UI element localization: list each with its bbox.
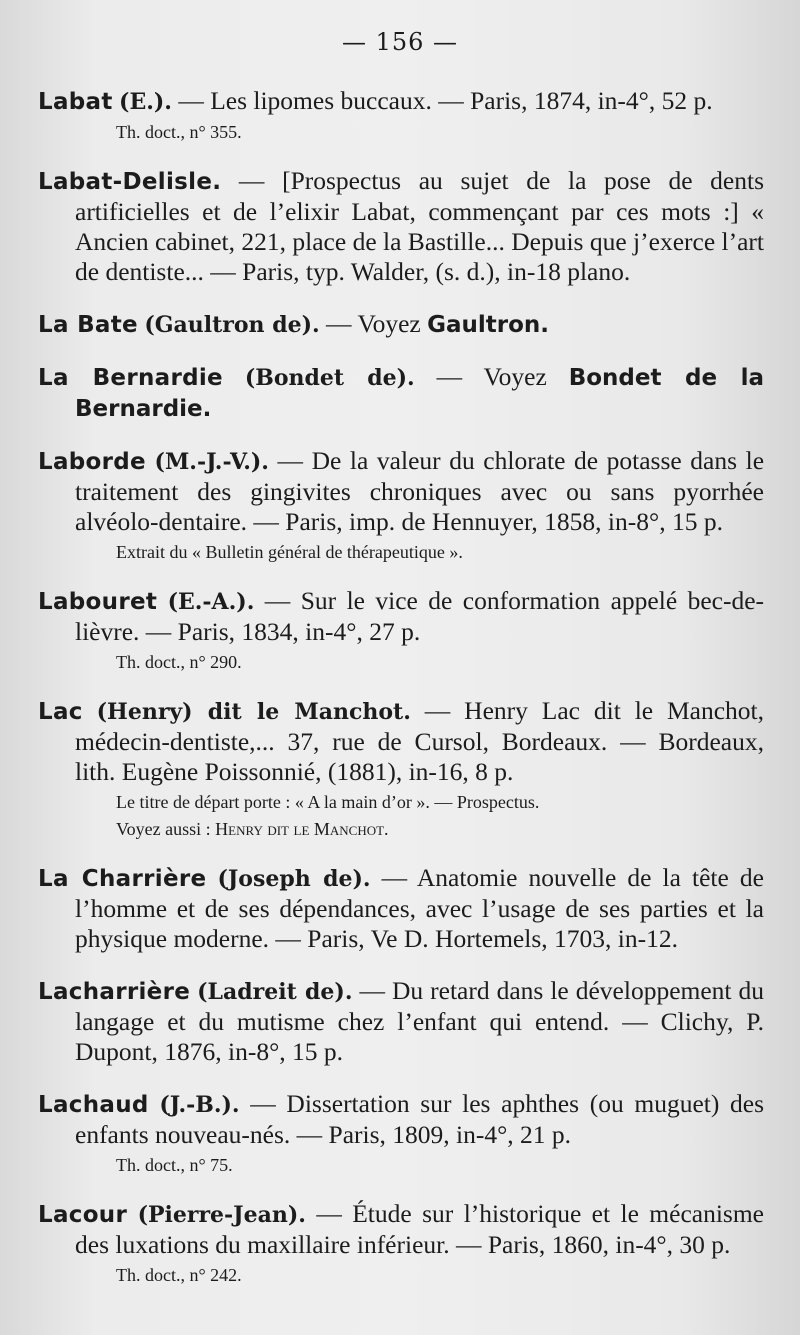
entry-body: — Sur le vice de conformation appelé bec-de-lièvre. — Paris, 1834, in-4°, 27 p. bbox=[75, 586, 765, 646]
entry-labat bbox=[38, 86, 764, 144]
entry-body: — De la valeur du chlorate de potasse dans le traitement des gingivites chroniques avec ou sans pyorrhée alvéolo-dentaire. — Paris, imp. de Hennuyer, 1858, in-8°, 15 p. bbox=[75, 446, 765, 536]
entry-text bbox=[38, 976, 764, 1067]
entry-cross-reference: Bondet de la Bernardie. bbox=[75, 365, 765, 422]
entry-body: — Dissertation sur les aphthes (ou muguet) des enfants nouveau-nés. — Paris, 1809, in-4°, 21 p. bbox=[75, 1089, 765, 1149]
entry-text bbox=[38, 166, 764, 287]
entry-text bbox=[38, 1089, 764, 1150]
entry-author: La Charrière bbox=[38, 866, 207, 892]
entry-note: Th. doct., n° 242. bbox=[116, 1265, 242, 1285]
entry-cross-reference: Gaultron. bbox=[427, 312, 550, 338]
page-number: — 156 — bbox=[341, 28, 459, 56]
entry-author: Lac bbox=[38, 699, 83, 725]
entry-qualifier: (Bondet de). bbox=[244, 365, 415, 391]
entry-body: — Henry Lac dit le Manchot, médecin-dentiste,... 37, rue de Cursol, Bordeaux. — Bordeaux, lith. Eugène Poissonnié, (1881), in-16, 8 p. bbox=[75, 696, 765, 786]
entry-labouret bbox=[38, 586, 764, 674]
entry-author: Labat bbox=[38, 89, 113, 115]
entry-la-charriere bbox=[38, 863, 764, 954]
entry-body: — Les lipomes buccaux. — Paris, 1874, in-4°, 52 p. bbox=[171, 86, 713, 115]
entry-text bbox=[38, 696, 764, 787]
entry-author: Labouret bbox=[38, 589, 158, 615]
entry-text bbox=[38, 362, 764, 424]
entry-lachaud bbox=[38, 1089, 764, 1177]
entry-author: Lacharrière bbox=[38, 979, 191, 1005]
entry-qualifier: (Gaultron de). bbox=[144, 312, 320, 338]
entry-qualifier: (Henry) dit le Manchot. bbox=[96, 699, 411, 725]
entry-author: Lacour bbox=[38, 1202, 128, 1228]
entry-body: — Étude sur l’historique et le mécanisme des luxations du maxillaire inférieur. — Paris, 1860, in-4°, 30 p. bbox=[75, 1199, 765, 1259]
entry-note: Th. doct., n° 290. bbox=[116, 652, 242, 672]
entry-note: Le titre de départ porte : « A la main d’or ». — Prospectus. bbox=[116, 792, 540, 812]
entry-body: — [Prospectus au sujet de la pose de dents artificielles et de l’elixir Labat, commençant par ces mots :] « Ancien cabinet, 221, place de la Bastille... Depuis que j’exerce l’art de dentiste... — Paris, typ. Walder, (s. d.), in-18 plano. bbox=[75, 166, 764, 286]
entry-text bbox=[38, 1199, 764, 1260]
entry-body: — Voyez bbox=[414, 362, 569, 391]
entry-text bbox=[38, 446, 764, 537]
entry-la-bernardie bbox=[38, 362, 764, 424]
entry-text bbox=[38, 586, 764, 647]
entry-note: Th. doct., n° 355. bbox=[116, 122, 242, 142]
entry-lacour bbox=[38, 1199, 764, 1287]
entry-qualifier: (Joseph de). bbox=[217, 866, 371, 892]
entry-qualifier: (E.). bbox=[119, 89, 172, 115]
entry-author: Labat-Delisle. bbox=[38, 169, 222, 195]
entry-text bbox=[38, 86, 764, 117]
entry-author: Lachaud bbox=[38, 1092, 149, 1118]
entry-see-also-note bbox=[116, 817, 764, 841]
entry-note: Th. doct., n° 75. bbox=[116, 1155, 233, 1175]
see-also-prefix: Voyez aussi : bbox=[116, 819, 216, 839]
entry-author: La Bernardie bbox=[38, 365, 223, 391]
entry-laborde bbox=[38, 446, 764, 564]
entry-lac bbox=[38, 696, 764, 841]
entry-body: — Anatomie nouvelle de la tête de l’homme et de ses dépendances, avec l’usage de ses parties et la physique moderne. — Paris, Ve D. Hortemels, 1703, in-12. bbox=[75, 863, 764, 953]
entry-author: La Bate bbox=[38, 312, 138, 338]
entry-text bbox=[38, 863, 764, 954]
entry-la-bate bbox=[38, 309, 764, 340]
entry-qualifier: (M.-J.-V.). bbox=[154, 449, 269, 475]
entry-lacharriere bbox=[38, 976, 764, 1067]
entry-body: — Du retard dans le développement du langage et du mutisme chez l’enfant qui entend. — Clichy, P. Dupont, 1876, in-8°, 15 p. bbox=[75, 976, 765, 1066]
bibliography-entries bbox=[38, 86, 764, 1309]
entry-note: Extrait du « Bulletin général de thérapeutique ». bbox=[116, 542, 463, 562]
entry-qualifier: (Ladreit de). bbox=[197, 979, 353, 1005]
entry-text bbox=[38, 309, 764, 340]
entry-qualifier: (J.-B.). bbox=[159, 1092, 240, 1118]
see-also-reference: Henry dit le Manchot. bbox=[215, 819, 389, 839]
entry-qualifier: (E.-A.). bbox=[167, 589, 255, 615]
entry-body: — Voyez bbox=[319, 309, 428, 338]
entry-qualifier: (Pierre-Jean). bbox=[137, 1202, 306, 1228]
entry-labat-delisle bbox=[38, 166, 764, 287]
entry-author: Laborde bbox=[38, 449, 146, 475]
